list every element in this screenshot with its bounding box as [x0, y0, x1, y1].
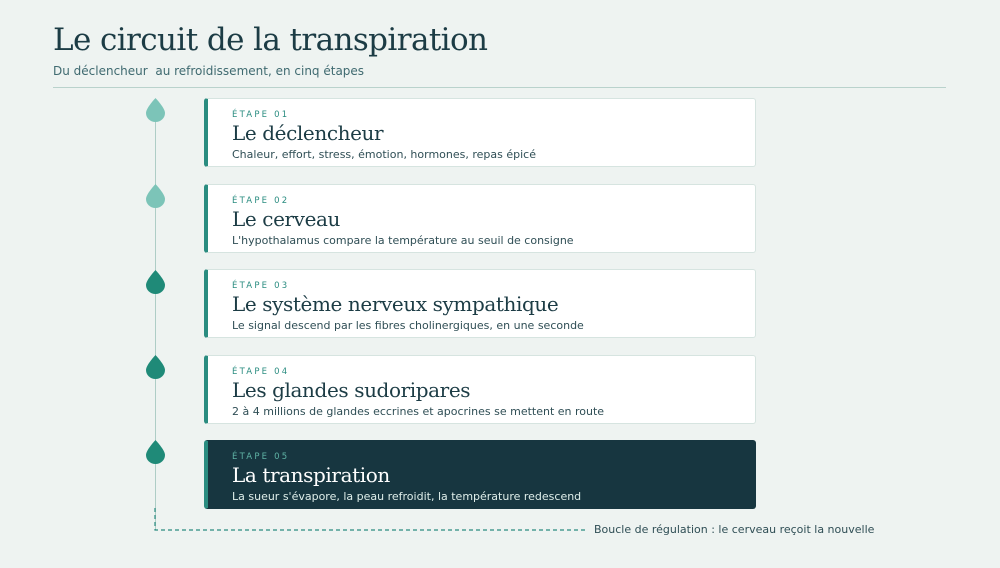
- step-label: ÉTAPE 02: [232, 196, 290, 206]
- step-description: L'hypothalamus compare la température au seuil de consigne: [232, 234, 574, 247]
- page-subtitle: Du déclencheur au refroidissement, en cinq étapes: [53, 64, 365, 78]
- step-description: La sueur s'évapore, la peau refroidit, la température redescend: [232, 490, 582, 503]
- step-description: Le signal descend par les fibres cholinergiques, en une seconde: [232, 319, 584, 332]
- step-description: Chaleur, effort, stress, émotion, hormones, repas épicé: [232, 148, 536, 161]
- step-description: 2 à 4 millions de glandes eccrines et apocrines se mettent en route: [232, 405, 605, 418]
- step-title: Les glandes sudoripares: [232, 378, 471, 402]
- page-title: Le circuit de la transpiration: [53, 22, 488, 58]
- step-label: ÉTAPE 01: [232, 110, 290, 120]
- step-label: ÉTAPE 05: [232, 452, 290, 462]
- step-label: ÉTAPE 04: [232, 367, 290, 377]
- step-title: Le cerveau: [232, 207, 341, 231]
- feedback-loop-label: Boucle de régulation : le cerveau reçoit la nouvelle: [594, 523, 875, 536]
- step-title: Le déclencheur: [232, 121, 384, 145]
- step-title: Le système nerveux sympathique: [232, 292, 559, 316]
- step-label: ÉTAPE 03: [232, 281, 290, 291]
- step-title: La transpiration: [232, 463, 390, 487]
